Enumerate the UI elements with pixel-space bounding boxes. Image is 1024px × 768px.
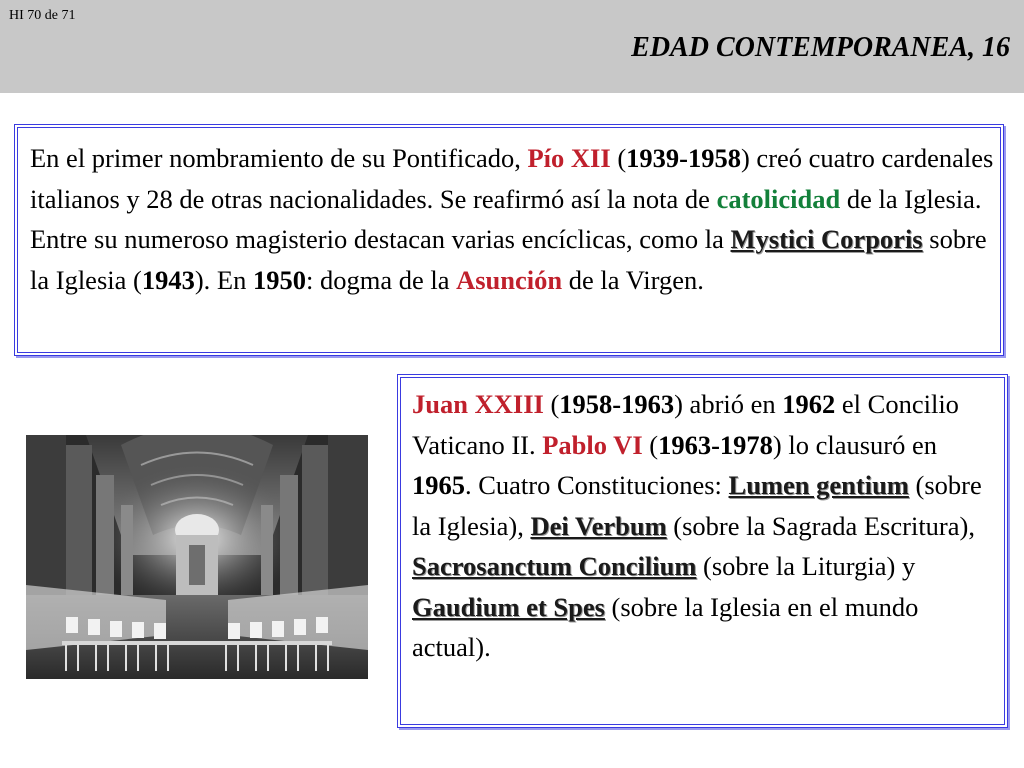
pablo-years: 1963-1978 <box>658 429 773 460</box>
sacrosanctum-concilium-link[interactable]: Sacrosanctum Concilium <box>412 551 697 581</box>
dei-verbum-link[interactable]: Dei Verbum <box>530 510 667 541</box>
vatican-ii-text-box <box>397 374 1008 728</box>
year-1965: 1965 <box>412 470 465 500</box>
year-1950: 1950 <box>252 264 306 295</box>
juan-years: 1958-1963 <box>559 389 675 419</box>
header-bar <box>0 0 1024 93</box>
pablo-vi-name: Pablo VI <box>542 429 643 460</box>
pio-xii-name: Pío XII <box>527 143 611 173</box>
basilica-icon <box>26 435 368 679</box>
pio-xii-text-box <box>14 124 1004 356</box>
year-1962: 1962 <box>782 389 836 419</box>
pio-xii-paragraph: En el primer nombramiento de su Pontificado, Pío XII (1939-1958) creó cuatro cardenales italianos y 28 de otras nacionalidades. Se reafirmó así la nota de catolicidad de la Iglesia. Entre su numeroso magisterio destacan varias encíclicas, como la Mystici Corporis sobre la Iglesia (1943). En 1950: dogma de la Asunción de la Virgen. <box>30 143 994 295</box>
catolicidad-term: catolicidad <box>716 183 841 214</box>
gaudium-et-spes-link[interactable]: Gaudium et Spes <box>412 591 605 622</box>
pio-years: 1939-1958 <box>626 143 741 173</box>
mystici-corporis-link[interactable]: Mystici Corporis <box>730 224 923 254</box>
slide-title: EDAD CONTEMPORANEA, 16 <box>631 32 1010 63</box>
slide-counter: HI 70 de 71 <box>9 8 76 23</box>
lumen-gentium-link[interactable]: Lumen gentium <box>728 470 909 500</box>
year-1943: 1943 <box>141 264 195 295</box>
basilica-council-photo <box>26 435 368 679</box>
asuncion-term: Asunción <box>456 264 563 295</box>
vatican-ii-paragraph: Juan XXIII (1958-1963) abrió en 1962 el Concilio Vaticano II. Pablo VI (1963-1978) lo clausuró en 1965. Cuatro Constituciones: Lumen gentium (sobre la Iglesia), Dei Verbum (sobre la Sagrada Escritura), Sacrosanctum Concilium (sobre la Liturgia) y Gaudium et Spes (sobre la Iglesia en el mundo actual). <box>412 389 982 662</box>
juan-xxiii-name: Juan XXIII <box>412 389 544 419</box>
